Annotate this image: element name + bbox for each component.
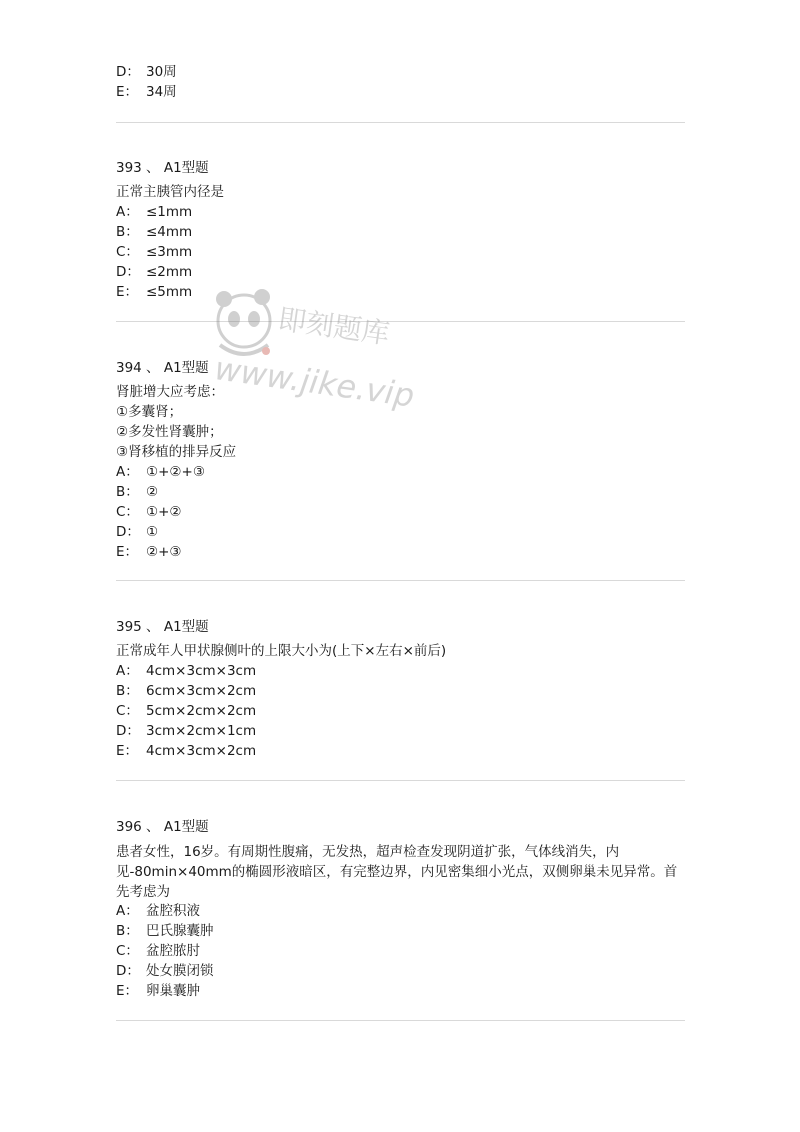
option-letter: D： — [116, 64, 140, 80]
option-text: 4cm×3cm×3cm — [146, 663, 257, 679]
option-text: 卵巢囊肿 — [146, 983, 200, 999]
divider — [116, 1020, 685, 1021]
option-text: ①+② — [146, 504, 182, 520]
option-line — [116, 522, 158, 542]
option-text: 5cm×2cm×2cm — [146, 703, 257, 719]
option-letter: E： — [116, 284, 139, 300]
question-header: 396 、 A1型题 — [116, 819, 209, 835]
option-line — [116, 82, 177, 102]
option-letter: B： — [116, 923, 139, 939]
option-line — [116, 242, 192, 262]
option-line — [116, 62, 177, 82]
option-line — [116, 901, 200, 921]
option-text: ②+③ — [146, 544, 182, 560]
option-text: 3cm×2cm×1cm — [146, 723, 257, 739]
watermark — [210, 285, 430, 435]
option-letter: E： — [116, 84, 139, 100]
option-text: 6cm×3cm×2cm — [146, 683, 257, 699]
option-line — [116, 202, 192, 222]
option-line — [116, 262, 192, 282]
option-line — [116, 701, 256, 721]
divider — [116, 780, 685, 781]
option-line — [116, 542, 182, 562]
option-text: 盆腔脓肘 — [146, 943, 200, 959]
option-letter: D： — [116, 264, 140, 280]
question-header: 393 、 A1型题 — [116, 160, 209, 176]
option-letter: B： — [116, 224, 139, 240]
stem-line: ①多囊肾； — [116, 404, 183, 420]
option-text: ≤2mm — [146, 264, 193, 280]
option-line — [116, 741, 256, 761]
option-line — [116, 482, 158, 502]
option-text: ≤1mm — [146, 204, 193, 220]
option-text: 4cm×3cm×2cm — [146, 743, 257, 759]
option-text: 巴氏腺囊肿 — [146, 923, 214, 939]
option-text: ①+②+③ — [146, 464, 205, 480]
option-letter: B： — [116, 683, 139, 699]
option-letter: B： — [116, 484, 139, 500]
option-letter: A： — [116, 204, 139, 220]
option-line — [116, 941, 200, 961]
option-letter: C： — [116, 703, 139, 719]
option-line — [116, 462, 205, 482]
option-letter: D： — [116, 723, 140, 739]
option-text: 34周 — [146, 84, 177, 100]
question-stem: 正常主胰管内径是 — [116, 184, 224, 200]
option-line — [116, 222, 192, 242]
question-stem: 患者女性，16岁。有周期性腹痛，无发热，超声检查发现阴道扩张，气体线消失，内见-80min×40mm的椭圆形液暗区，有完整边界，内见密集细小光点，双侧卵巢未见异常。首先考虑为 — [116, 844, 678, 900]
option-letter: E： — [116, 743, 139, 759]
option-line — [116, 981, 200, 1001]
option-letter: C： — [116, 943, 139, 959]
watermark-url: www.jike.vip — [212, 349, 417, 415]
option-text: ② — [146, 484, 159, 500]
option-text: 处女膜闭锁 — [146, 963, 214, 979]
stem-line: ③肾移植的排异反应 — [116, 444, 237, 460]
option-letter: C： — [116, 244, 139, 260]
option-line — [116, 961, 214, 981]
divider — [116, 122, 685, 123]
option-line — [116, 661, 256, 681]
option-text: 盆腔积液 — [146, 903, 200, 919]
question-stem: 正常成年人甲状腺侧叶的上限大小为(上下×左右×前后) — [116, 643, 447, 659]
option-line — [116, 502, 182, 522]
question-header: 394 、 A1型题 — [116, 360, 209, 376]
option-text: ≤4mm — [146, 224, 193, 240]
divider — [116, 580, 685, 581]
option-letter: E： — [116, 983, 139, 999]
option-letter: D： — [116, 963, 140, 979]
option-line — [116, 921, 214, 941]
option-text: 30周 — [146, 64, 177, 80]
question-stem: 肾脏增大应考虑： — [116, 384, 224, 400]
option-letter: A： — [116, 903, 139, 919]
option-letter: A： — [116, 464, 139, 480]
option-text: ≤5mm — [146, 284, 193, 300]
stem-line: ②多发性肾囊肿； — [116, 424, 223, 440]
option-letter: D： — [116, 524, 140, 540]
watermark-brand: 即刻题库 — [276, 302, 392, 351]
option-letter: C： — [116, 504, 139, 520]
option-line — [116, 282, 192, 302]
option-line — [116, 721, 256, 741]
option-letter: A： — [116, 663, 139, 679]
option-line — [116, 681, 256, 701]
option-text: ① — [146, 524, 159, 540]
option-text: ≤3mm — [146, 244, 193, 260]
option-letter: E： — [116, 544, 139, 560]
question-header: 395 、 A1型题 — [116, 619, 209, 635]
